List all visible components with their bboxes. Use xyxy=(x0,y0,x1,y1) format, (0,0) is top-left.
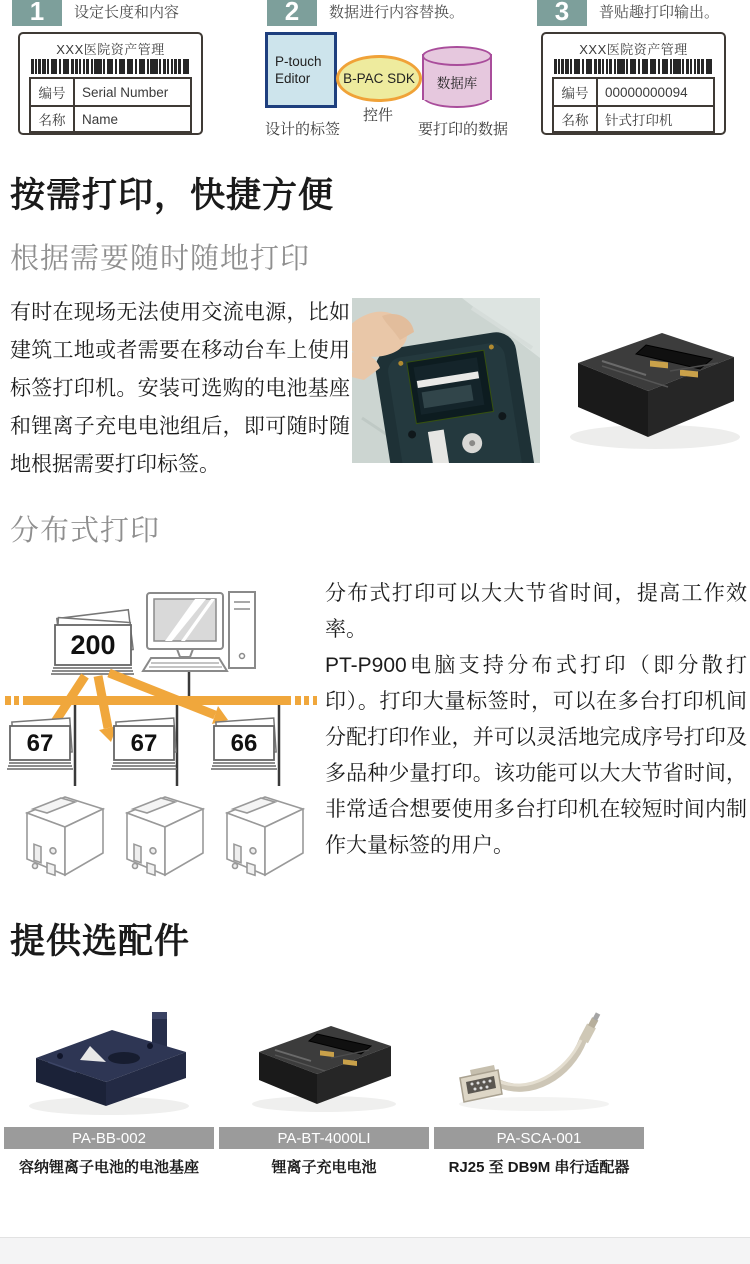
label-field-key: 编号 xyxy=(31,79,75,105)
label-field-key: 名称 xyxy=(31,105,75,131)
distributed-printing-diagram xyxy=(5,578,320,878)
step-number: 2 xyxy=(284,0,300,26)
label-field-key: 编号 xyxy=(554,79,598,105)
bpac-sdk-ellipse xyxy=(336,55,422,102)
ptouch-editor-label: P-touch Editor xyxy=(275,54,322,86)
distributed-paragraphs xyxy=(325,576,747,864)
battery-base-illustration xyxy=(550,305,746,460)
footer-band xyxy=(0,1237,750,1264)
label-stack-output-1 xyxy=(7,718,73,769)
sample-label-3 xyxy=(541,32,726,135)
printer-1-count: 67 xyxy=(26,730,54,757)
accessory-description: 容纳锂离子电池的电池基座 xyxy=(18,1159,199,1176)
distributed-paragraph-1: 分布式打印可以大大节省时间，提高工作效率。 xyxy=(325,582,747,641)
label-title: XXX医院资产管理 xyxy=(579,42,688,57)
flow-caption-designed-label: 设计的标签 xyxy=(265,121,341,138)
step-2-title: 数据进行内容替换。 xyxy=(329,4,465,21)
label-field-value: Name xyxy=(75,105,190,131)
step-2-number-badge xyxy=(267,0,317,26)
total-label-count: 200 xyxy=(70,630,116,660)
label-title: XXX医院资产管理 xyxy=(56,42,165,57)
label-table xyxy=(552,77,715,133)
step-1-number-badge xyxy=(12,0,62,26)
model-caption-bar xyxy=(434,1127,644,1149)
battery-base-photo xyxy=(550,305,746,460)
db9-connector xyxy=(460,1065,502,1102)
model-name: PA-BB-002 xyxy=(72,1129,146,1147)
label-field-value: 针式打印机 xyxy=(598,105,713,131)
battery-base-accessory-illustration xyxy=(4,1000,214,1122)
serial-adapter-illustration xyxy=(434,1000,644,1122)
model-caption-bar xyxy=(219,1127,429,1149)
step-number: 3 xyxy=(554,0,570,26)
printer-illustration-2 xyxy=(127,797,203,875)
battery-install-illustration xyxy=(352,298,540,463)
printer-illustration-3 xyxy=(227,797,303,875)
flow-caption-control: 控件 xyxy=(363,107,394,124)
rj25-plug xyxy=(579,1011,602,1043)
accessory-description: 锂离子充电电池 xyxy=(271,1159,377,1176)
printer-2-count: 67 xyxy=(130,730,158,757)
model-name: PA-SCA-001 xyxy=(496,1129,582,1147)
battery-accessory-illustration xyxy=(219,1000,429,1122)
ondemand-heading: 按需打印，快捷方便 xyxy=(10,176,335,215)
barcode-graphic xyxy=(554,59,713,74)
battery-install-photo xyxy=(352,298,540,463)
database-label: 数据库 xyxy=(436,76,478,91)
step-1-title: 设定长度和内容 xyxy=(74,4,180,21)
accessory-description: RJ25 至 DB9M 串行适配器 xyxy=(448,1159,630,1176)
ondemand-subheading: 根据需要随时随地打印 xyxy=(10,243,311,275)
step-3-number-badge xyxy=(537,0,587,26)
accessories-heading: 提供选配件 xyxy=(10,922,191,961)
sample-label-1 xyxy=(18,32,203,135)
label-field-value: Serial Number xyxy=(82,84,169,100)
step-3-title: 普贴趣打印输出。 xyxy=(599,4,720,21)
label-stack-total xyxy=(51,610,134,674)
printer-illustration-1 xyxy=(27,797,103,875)
label-stack-output-2 xyxy=(111,718,177,769)
accessory-card-pa-sca-001 xyxy=(434,1000,644,1177)
barcode-graphic xyxy=(31,59,190,74)
label-field-key: 名称 xyxy=(554,105,598,131)
label-stack-output-3 xyxy=(211,718,277,769)
model-caption-bar xyxy=(4,1127,214,1149)
model-name: PA-BT-4000LI xyxy=(277,1129,371,1147)
flow-caption-print-data: 要打印的数据 xyxy=(418,121,509,138)
accessory-card-pa-bb-002 xyxy=(4,1000,214,1177)
ondemand-paragraph: 有时在现场无法使用交流电源，比如建筑工地或者需要在移动台车上使用标签打印机。安装可选购的电池基座和锂离子充电电池组后，即可随时随地根据需要打印标签。 xyxy=(10,301,350,476)
distributed-subheading: 分布式打印 xyxy=(10,515,161,547)
bpac-sdk-label: B-PAC SDK xyxy=(343,71,415,86)
database-cylinder xyxy=(422,46,492,108)
accessory-card-pa-bt-4000li xyxy=(219,1000,429,1177)
step-number: 1 xyxy=(29,0,45,26)
label-table xyxy=(29,77,192,133)
printer-3-count: 66 xyxy=(230,730,258,757)
label-field-value: 00000000094 xyxy=(605,84,688,100)
distributed-paragraph-2: PT-P900电脑支持分布式打印（即分散打印）。打印大量标签时，可以在多台打印机间分配打印作业，并可以灵活地完成序号打印及多品种少量打印。该功能可以大大节省时间，非常适合想要使用多台打印机在较短时间内制作大量标签的用户。 xyxy=(325,654,747,857)
computer-illustration xyxy=(143,592,255,671)
ptouch-editor-box xyxy=(265,32,337,108)
